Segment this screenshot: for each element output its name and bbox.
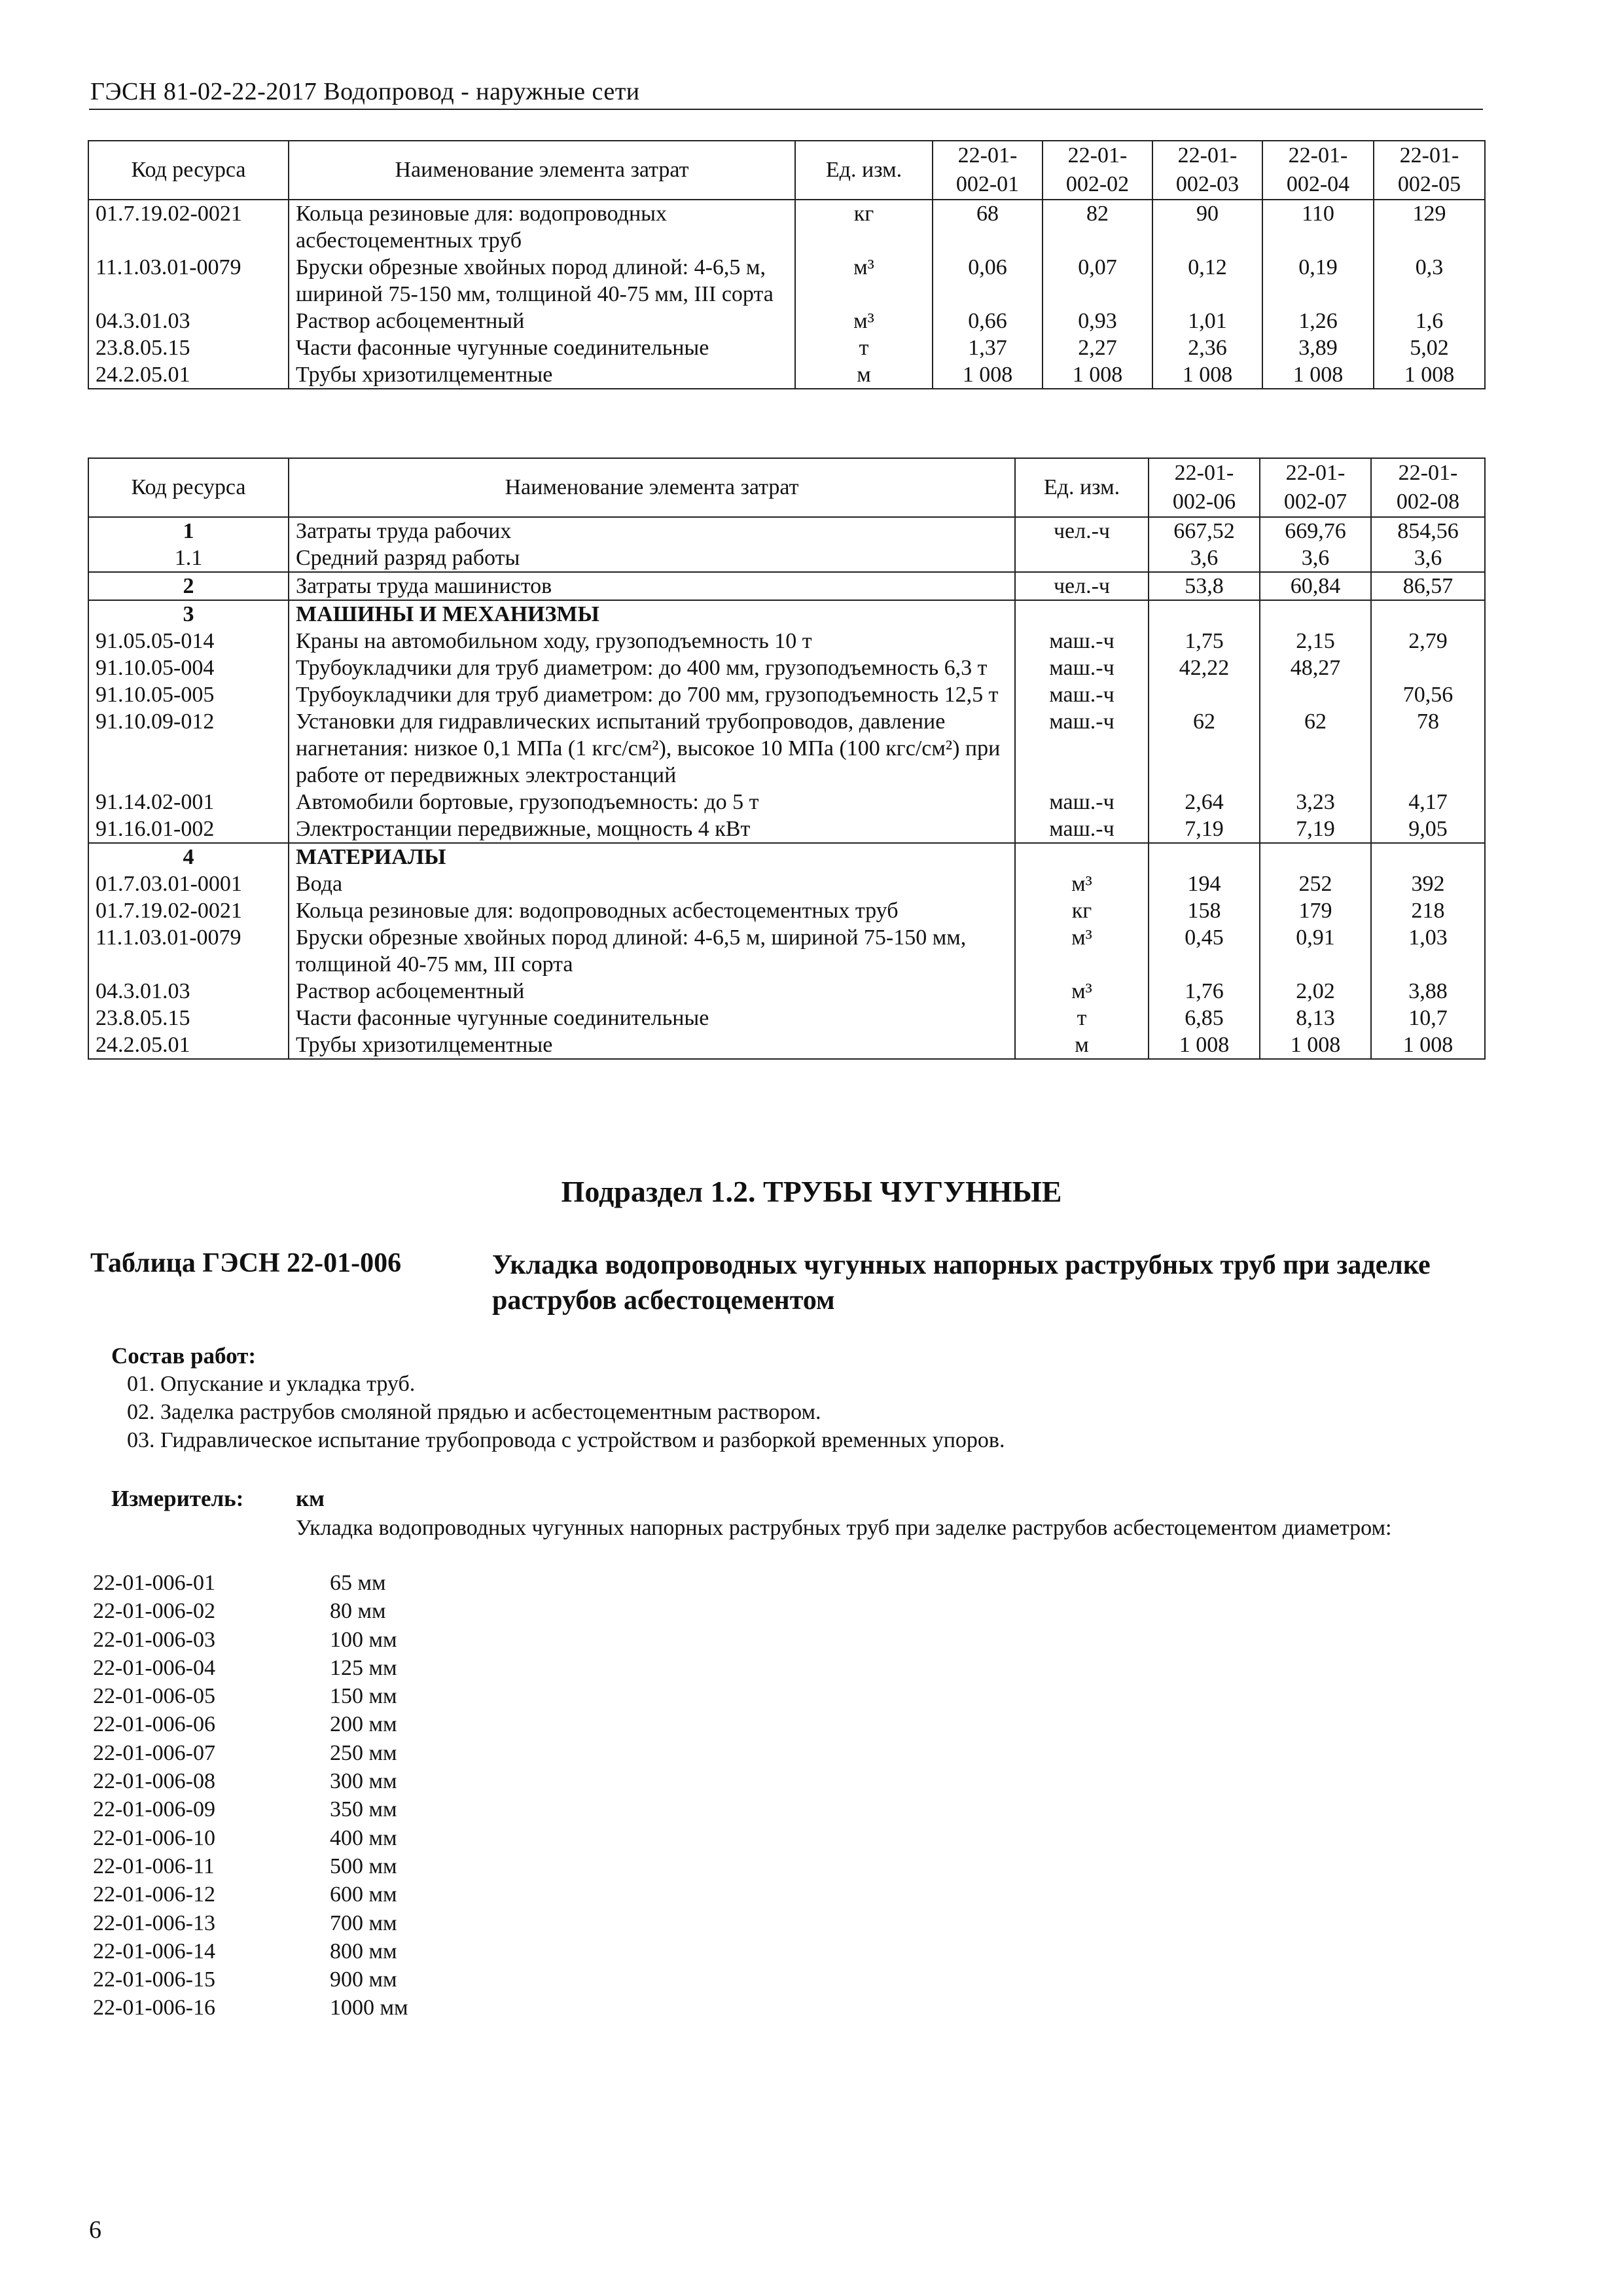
resource-code: 01.7.19.02-0021 bbox=[88, 200, 289, 254]
resource-value: 1 008 bbox=[1043, 361, 1152, 389]
norm-diameter: 500 мм bbox=[330, 1854, 397, 1878]
resource-code: 04.3.01.03 bbox=[88, 978, 289, 1005]
resource-value: 1,37 bbox=[933, 334, 1043, 361]
norm-code: 22-01-006-03 bbox=[93, 1627, 215, 1652]
resource-value: 70,56 bbox=[1371, 681, 1485, 708]
resource-value: 1 008 bbox=[1152, 361, 1262, 389]
norm-code: 22-01-006-15 bbox=[93, 1967, 215, 1992]
resource-value: 7,19 bbox=[1149, 816, 1260, 843]
resource-code: 91.10.05-005 bbox=[88, 681, 289, 708]
header-rule bbox=[89, 109, 1483, 110]
resource-value: 3,89 bbox=[1262, 334, 1374, 361]
resource-unit: т bbox=[795, 334, 933, 361]
resource-value: 392 bbox=[1371, 870, 1485, 897]
resource-name: Бруски обрезные хвойных пород длиной: 4-6,5 м, шириной 75-150 мм, толщиной 40-75 мм, III сорта bbox=[289, 924, 1015, 978]
norm-code: 22-01-006-14 bbox=[93, 1939, 215, 1964]
norm-diameter: 125 мм bbox=[330, 1655, 397, 1680]
resource-value bbox=[1371, 843, 1485, 870]
norm-code: 22-01-006-12 bbox=[93, 1882, 215, 1907]
section-row bbox=[88, 843, 1485, 870]
section-title: МАТЕРИАЛЫ bbox=[289, 843, 1015, 870]
col-header-unit: Ед. изм. bbox=[1015, 458, 1149, 517]
resource-name: Части фасонные чугунные соединительные bbox=[289, 1005, 1015, 1031]
resource-value: 1,03 bbox=[1371, 924, 1485, 978]
resource-value: 4,17 bbox=[1371, 789, 1485, 816]
resource-name: Кольца резиновые для: водопроводных асбестоцементных труб bbox=[289, 897, 1015, 924]
section-number: 2 bbox=[88, 572, 289, 600]
norm-code: 22-01-006-04 bbox=[93, 1655, 215, 1680]
resource-name: Электростанции передвижные, мощность 4 кВт bbox=[289, 816, 1015, 843]
resource-value: 8,13 bbox=[1260, 1005, 1371, 1031]
section-number: 1.1 bbox=[88, 545, 289, 572]
resource-unit: м³ bbox=[1015, 978, 1149, 1005]
table-row bbox=[88, 1005, 1485, 1031]
table-row bbox=[88, 978, 1485, 1005]
norm-diameter: 80 мм bbox=[330, 1599, 386, 1624]
resource-value: 1 008 bbox=[933, 361, 1043, 389]
resource-name: Трубы хризотилцементные bbox=[289, 361, 795, 389]
col-header-unit: Ед. изм. bbox=[795, 141, 933, 200]
section-number: 4 bbox=[88, 843, 289, 870]
resource-unit: кг bbox=[795, 200, 933, 254]
norm-diameter: 200 мм bbox=[330, 1712, 397, 1737]
col-header-norm bbox=[933, 141, 1043, 200]
resource-value: 179 bbox=[1260, 897, 1371, 924]
resource-value: 48,27 bbox=[1260, 655, 1371, 681]
resource-unit: маш.-ч bbox=[1015, 681, 1149, 708]
resource-name: Раствор асбоцементный bbox=[289, 308, 795, 334]
resource-value bbox=[1260, 681, 1371, 708]
col-header-norm-bottom: 002-02 bbox=[1065, 172, 1130, 196]
resource-unit: т bbox=[1015, 1005, 1149, 1031]
col-header-code: Код ресурса bbox=[88, 458, 289, 517]
resource-value: 3,6 bbox=[1371, 545, 1485, 572]
resource-code: 91.16.01-002 bbox=[88, 816, 289, 843]
col-header-norm-bottom: 002-03 bbox=[1175, 172, 1240, 196]
section-title: МАШИНЫ И МЕХАНИЗМЫ bbox=[289, 600, 1015, 628]
resource-value: 854,56 bbox=[1371, 517, 1485, 545]
table-row bbox=[88, 517, 1485, 545]
resource-table-2 bbox=[88, 457, 1486, 1060]
norm-diameter: 1000 мм bbox=[330, 1996, 408, 2020]
resource-value: 2,79 bbox=[1371, 628, 1485, 655]
resource-value: 86,57 bbox=[1371, 572, 1485, 600]
resource-value: 7,19 bbox=[1260, 816, 1371, 843]
resource-value: 218 bbox=[1371, 897, 1485, 924]
resource-value: 53,8 bbox=[1149, 572, 1260, 600]
col-header-norm-top: 22-01- bbox=[1067, 143, 1128, 168]
resource-unit: м³ bbox=[1015, 924, 1149, 978]
resource-name: Бруски обрезные хвойных пород длиной: 4-6,5 м, шириной 75-150 мм, толщиной 40-75 мм, III сорта bbox=[289, 254, 795, 308]
norm-diameter: 250 мм bbox=[330, 1740, 397, 1765]
resource-value: 1 008 bbox=[1262, 361, 1374, 389]
resource-unit: маш.-ч bbox=[1015, 789, 1149, 816]
table-body bbox=[88, 200, 1485, 389]
resource-value: 0,93 bbox=[1043, 308, 1152, 334]
norm-code: 22-01-006-11 bbox=[93, 1854, 215, 1878]
norm-code: 22-01-006-09 bbox=[93, 1797, 215, 1822]
col-header-norm-bottom: 002-01 bbox=[955, 172, 1020, 196]
norm-diameter: 700 мм bbox=[330, 1910, 397, 1935]
resource-value: 1,76 bbox=[1149, 978, 1260, 1005]
resource-name: Трубоукладчики для труб диаметром: до 700 мм, грузоподъемность 12,5 т bbox=[289, 681, 1015, 708]
table-row bbox=[88, 334, 1485, 361]
resource-code: 01.7.03.01-0001 bbox=[88, 870, 289, 897]
resource-name: Кольца резиновые для: водопроводных асбестоцементных труб bbox=[289, 200, 795, 254]
norm-code: 22-01-006-01 bbox=[93, 1571, 215, 1595]
norm-code: 22-01-006-02 bbox=[93, 1599, 215, 1624]
col-header-norm bbox=[1262, 141, 1374, 200]
resource-value: 1 008 bbox=[1149, 1031, 1260, 1059]
resource-value: 3,6 bbox=[1260, 545, 1371, 572]
norm-diameter: 350 мм bbox=[330, 1797, 397, 1822]
resource-value: 62 bbox=[1149, 708, 1260, 789]
resource-unit: м bbox=[795, 361, 933, 389]
resource-value: 2,27 bbox=[1043, 334, 1152, 361]
resource-name: Трубоукладчики для труб диаметром: до 400 мм, грузоподъемность 6,3 т bbox=[289, 655, 1015, 681]
resource-value: 1,75 bbox=[1149, 628, 1260, 655]
resource-value: 2,15 bbox=[1260, 628, 1371, 655]
table-row bbox=[88, 308, 1485, 334]
resource-value: 1 008 bbox=[1374, 361, 1485, 389]
resource-table-1 bbox=[88, 140, 1486, 389]
resource-value: 1 008 bbox=[1371, 1031, 1485, 1059]
resource-unit: м bbox=[1015, 1031, 1149, 1059]
resource-unit: м³ bbox=[1015, 870, 1149, 897]
resource-code: 91.10.09-012 bbox=[88, 708, 289, 789]
col-header-norm-bottom: 002-06 bbox=[1172, 490, 1236, 514]
section-number: 1 bbox=[88, 517, 289, 545]
resource-value bbox=[1371, 655, 1485, 681]
section-number: 3 bbox=[88, 600, 289, 628]
col-header-norm bbox=[1374, 141, 1485, 200]
col-header-norm-bottom: 002-04 bbox=[1286, 172, 1350, 196]
resource-value: 68 bbox=[933, 200, 1043, 254]
col-header-norm-top: 22-01- bbox=[1177, 143, 1238, 168]
col-header-norm-top: 22-01- bbox=[1285, 461, 1346, 485]
resource-name: Раствор асбоцементный bbox=[289, 978, 1015, 1005]
running-header: ГЭСН 81-02-22-2017 Водопровод - наружные сети bbox=[90, 78, 640, 105]
resource-value: 667,52 bbox=[1149, 517, 1260, 545]
resource-value: 0,66 bbox=[933, 308, 1043, 334]
resource-code: 24.2.05.01 bbox=[88, 1031, 289, 1059]
resource-unit bbox=[1015, 545, 1149, 572]
norm-diameter: 900 мм bbox=[330, 1967, 397, 1992]
resource-value bbox=[1371, 600, 1485, 628]
table-row bbox=[88, 545, 1485, 572]
norm-code: 22-01-006-16 bbox=[93, 1996, 215, 2020]
resource-value: 158 bbox=[1149, 897, 1260, 924]
resource-value: 5,02 bbox=[1374, 334, 1485, 361]
table-row bbox=[88, 870, 1485, 897]
resource-code: 01.7.19.02-0021 bbox=[88, 897, 289, 924]
resource-value: 1,26 bbox=[1262, 308, 1374, 334]
resource-value: 0,91 bbox=[1260, 924, 1371, 978]
norm-code: 22-01-006-10 bbox=[93, 1825, 215, 1850]
resource-value: 3,88 bbox=[1371, 978, 1485, 1005]
col-header-norm bbox=[1371, 458, 1485, 517]
gesn-table-label: Таблица ГЭСН 22-01-006 bbox=[90, 1248, 402, 1278]
table-row bbox=[88, 655, 1485, 681]
resource-value: 129 bbox=[1374, 200, 1485, 254]
col-header-norm-top: 22-01- bbox=[1398, 461, 1458, 485]
section-row bbox=[88, 600, 1485, 628]
col-header-norm-bottom: 002-05 bbox=[1397, 172, 1461, 196]
resource-unit: м³ bbox=[795, 254, 933, 308]
col-header-norm bbox=[1149, 458, 1260, 517]
norm-diameter: 800 мм bbox=[330, 1939, 397, 1964]
norm-code: 22-01-006-07 bbox=[93, 1740, 215, 1765]
norm-diameter: 65 мм bbox=[330, 1571, 386, 1595]
subsection-title: Подраздел 1.2. ТРУБЫ ЧУГУННЫЕ bbox=[561, 1175, 1062, 1208]
gesn-table-title: Укладка водопроводных чугунных напорных раструбных труб при заделке раструбов асбестоцементом bbox=[492, 1250, 1431, 1316]
resource-value bbox=[1149, 600, 1260, 628]
resource-value: 2,64 bbox=[1149, 789, 1260, 816]
resource-value: 252 bbox=[1260, 870, 1371, 897]
resource-value: 1 008 bbox=[1260, 1031, 1371, 1059]
resource-unit bbox=[1015, 600, 1149, 628]
resource-name: Затраты труда машинистов bbox=[289, 572, 1015, 600]
norm-diameter: 150 мм bbox=[330, 1684, 397, 1709]
resource-code: 24.2.05.01 bbox=[88, 361, 289, 389]
table-row bbox=[88, 254, 1485, 308]
resource-name: Вода bbox=[289, 870, 1015, 897]
resource-code: 23.8.05.15 bbox=[88, 334, 289, 361]
col-header-norm bbox=[1260, 458, 1371, 517]
resource-value bbox=[1260, 843, 1371, 870]
resource-code: 91.14.02-001 bbox=[88, 789, 289, 816]
page-number: 6 bbox=[89, 2216, 101, 2244]
list-item: 03. Гидравлическое испытание трубопровода с устройством и разборкой временных упоров. bbox=[127, 1428, 1005, 1452]
table-row bbox=[88, 789, 1485, 816]
table-row bbox=[88, 708, 1485, 789]
resource-code: 91.05.05-014 bbox=[88, 628, 289, 655]
col-header-norm-top: 22-01- bbox=[1399, 143, 1459, 168]
resource-value: 62 bbox=[1260, 708, 1371, 789]
col-header-norm-top: 22-01- bbox=[957, 143, 1018, 168]
table-header-row bbox=[88, 141, 1485, 200]
norm-diameter: 400 мм bbox=[330, 1825, 397, 1850]
resource-value: 2,02 bbox=[1260, 978, 1371, 1005]
works-label: Состав работ: bbox=[111, 1343, 256, 1369]
col-header-norm bbox=[1152, 141, 1262, 200]
norm-diameter: 300 мм bbox=[330, 1769, 397, 1794]
col-header-name: Наименование элемента затрат bbox=[289, 458, 1015, 517]
table-row bbox=[88, 628, 1485, 655]
list-item: 01. Опускание и укладка труб. bbox=[127, 1372, 416, 1396]
resource-value: 1,01 bbox=[1152, 308, 1262, 334]
resource-code: 04.3.01.03 bbox=[88, 308, 289, 334]
resource-value: 6,85 bbox=[1149, 1005, 1260, 1031]
table-row bbox=[88, 924, 1485, 978]
resource-value: 2,36 bbox=[1152, 334, 1262, 361]
resource-value bbox=[1149, 681, 1260, 708]
norm-code: 22-01-006-13 bbox=[93, 1910, 215, 1935]
col-header-norm-bottom: 002-08 bbox=[1396, 490, 1460, 514]
col-header-norm-top: 22-01- bbox=[1174, 461, 1234, 485]
meter-unit: км bbox=[296, 1486, 325, 1511]
resource-value bbox=[1149, 843, 1260, 870]
meter-label: Измеритель: bbox=[111, 1486, 244, 1511]
meter-description: Укладка водопроводных чугунных напорных раструбных труб при заделке раструбов асбестоцементом диаметром: bbox=[296, 1516, 1392, 1540]
resource-unit: кг bbox=[1015, 897, 1149, 924]
resource-value: 3,23 bbox=[1260, 789, 1371, 816]
table-row bbox=[88, 816, 1485, 843]
resource-value: 669,76 bbox=[1260, 517, 1371, 545]
resource-value: 3,6 bbox=[1149, 545, 1260, 572]
resource-value: 1,6 bbox=[1374, 308, 1485, 334]
resource-unit: маш.-ч bbox=[1015, 655, 1149, 681]
table-row bbox=[88, 681, 1485, 708]
resource-value: 82 bbox=[1043, 200, 1152, 254]
resource-value: 9,05 bbox=[1371, 816, 1485, 843]
col-header-code: Код ресурса bbox=[88, 141, 289, 200]
resource-value: 110 bbox=[1262, 200, 1374, 254]
resource-unit: чел.-ч bbox=[1015, 517, 1149, 545]
works-list bbox=[127, 1370, 1005, 1454]
resource-unit: маш.-ч bbox=[1015, 708, 1149, 789]
norm-diameter: 600 мм bbox=[330, 1882, 397, 1907]
resource-value: 90 bbox=[1152, 200, 1262, 254]
resource-value: 0,06 bbox=[933, 254, 1043, 308]
table-row bbox=[88, 200, 1485, 254]
resource-value: 78 bbox=[1371, 708, 1485, 789]
resource-name: Части фасонные чугунные соединительные bbox=[289, 334, 795, 361]
norm-code: 22-01-006-08 bbox=[93, 1769, 215, 1794]
norm-code: 22-01-006-06 bbox=[93, 1712, 215, 1737]
resource-value: 194 bbox=[1149, 870, 1260, 897]
resource-name: Затраты труда рабочих bbox=[289, 517, 1015, 545]
table-row bbox=[88, 1031, 1485, 1059]
norm-code: 22-01-006-05 bbox=[93, 1684, 215, 1709]
resource-unit: маш.-ч bbox=[1015, 816, 1149, 843]
resource-name: Установки для гидравлических испытаний трубопроводов, давление нагнетания: низкое 0,1 МПа (1 кгс/см²), высокое 10 МПа (100 кгс/см²) при работе от передвижных электростанций bbox=[289, 708, 1015, 789]
table-row bbox=[88, 897, 1485, 924]
resource-name: Краны на автомобильном ходу, грузоподъемность 10 т bbox=[289, 628, 1015, 655]
resource-name: Средний разряд работы bbox=[289, 545, 1015, 572]
resource-value: 0,3 bbox=[1374, 254, 1485, 308]
resource-name: Трубы хризотилцементные bbox=[289, 1031, 1015, 1059]
resource-value: 10,7 bbox=[1371, 1005, 1485, 1031]
resource-value: 0,45 bbox=[1149, 924, 1260, 978]
col-header-norm-bottom: 002-07 bbox=[1283, 490, 1347, 514]
resource-name: Автомобили бортовые, грузоподъемность: до 5 т bbox=[289, 789, 1015, 816]
table-body bbox=[88, 517, 1485, 1059]
resource-value: 0,19 bbox=[1262, 254, 1374, 308]
resource-code: 11.1.03.01-0079 bbox=[88, 924, 289, 978]
resource-code: 11.1.03.01-0079 bbox=[88, 254, 289, 308]
table-row bbox=[88, 361, 1485, 389]
col-header-name: Наименование элемента затрат bbox=[289, 141, 795, 200]
list-item: 02. Заделка раструбов смоляной прядью и асбестоцементным раствором. bbox=[127, 1400, 821, 1424]
resource-unit: чел.-ч bbox=[1015, 572, 1149, 600]
col-header-norm-top: 22-01- bbox=[1288, 143, 1348, 168]
col-header-norm bbox=[1043, 141, 1152, 200]
resource-unit: маш.-ч bbox=[1015, 628, 1149, 655]
table-header-row bbox=[88, 458, 1485, 517]
resource-value bbox=[1260, 600, 1371, 628]
norm-diameter: 100 мм bbox=[330, 1627, 397, 1652]
resource-code: 23.8.05.15 bbox=[88, 1005, 289, 1031]
resource-value: 0,12 bbox=[1152, 254, 1262, 308]
resource-value: 60,84 bbox=[1260, 572, 1371, 600]
resource-code: 91.10.05-004 bbox=[88, 655, 289, 681]
resource-value: 42,22 bbox=[1149, 655, 1260, 681]
resource-unit: м³ bbox=[795, 308, 933, 334]
resource-value: 0,07 bbox=[1043, 254, 1152, 308]
table-row bbox=[88, 572, 1485, 600]
resource-unit bbox=[1015, 843, 1149, 870]
